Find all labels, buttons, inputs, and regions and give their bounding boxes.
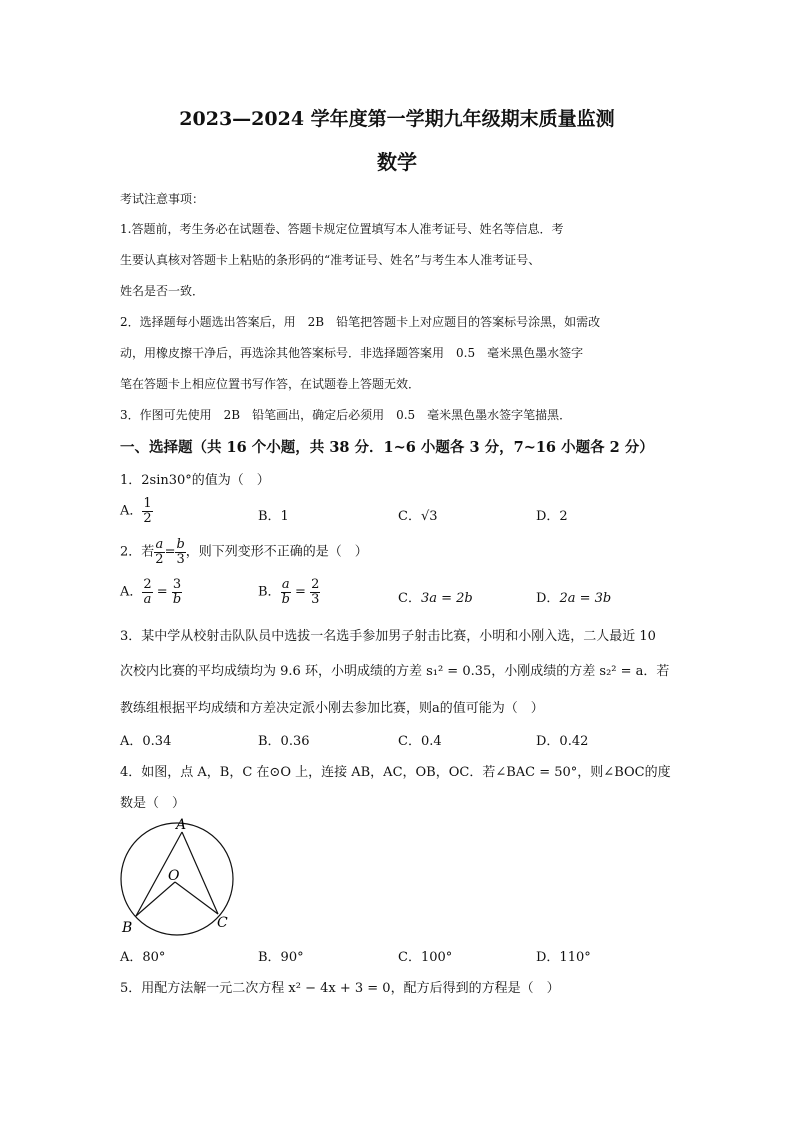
question-3-option-d: D．0.42 xyxy=(536,734,589,749)
subject-title: 数学 xyxy=(377,150,417,174)
circle-figure xyxy=(112,814,242,938)
option-label: C． xyxy=(398,591,421,606)
option-label: C． xyxy=(398,509,421,524)
point-label-a: A xyxy=(176,817,187,833)
notice-line: 动，用橡皮擦干净后，再选涂其他答案标号．非选择题答案用 0.5 毫米黑色墨水签字 xyxy=(120,346,584,360)
notice-line: 1.答题前，考生务必在试题卷、答题卡规定位置填写本人准考证号、姓名等信息．考 xyxy=(120,222,564,236)
stem-prefix: 2．若 xyxy=(120,544,155,560)
denominator: 2 xyxy=(155,551,164,567)
option-value: √3 xyxy=(420,509,438,524)
option-label: D． xyxy=(536,591,560,606)
question-5-stem: 5．用配方法解一元二次方程 x² − 4x + 3 = 0，配方后得到的方程是（ ） xyxy=(120,981,560,996)
numerator: 1 xyxy=(143,496,152,511)
question-3-line: 教练组根据平均成绩和方差决定派小刚去参加比赛，则a的值可能为（ ） xyxy=(120,701,544,716)
fraction xyxy=(142,497,152,525)
numerator: a xyxy=(281,577,290,592)
question-4-option-c: C．100° xyxy=(398,950,453,965)
option-label: A． xyxy=(120,584,143,600)
fraction xyxy=(142,578,152,606)
question-4-option-d: D．110° xyxy=(536,950,591,965)
question-1-option-a xyxy=(120,497,153,525)
question-1-option-d: D．2 xyxy=(536,509,568,524)
denominator: b xyxy=(281,591,290,607)
fraction xyxy=(175,538,185,566)
question-1-option-c xyxy=(398,505,438,524)
point-label-o: O xyxy=(168,868,180,884)
denominator: 3 xyxy=(176,551,185,567)
question-2-option-a: A． $\frac{2}{a}$ = $\frac{3}{b}$ xyxy=(120,577,182,607)
numerator: a xyxy=(155,537,164,552)
fraction xyxy=(281,578,291,606)
denominator: b xyxy=(172,591,182,607)
point-label-c: C xyxy=(217,915,228,931)
point-label-b: B xyxy=(122,920,133,936)
question-1-stem: 1．2sin30°的值为（ ） xyxy=(120,473,270,488)
numerator: 2 xyxy=(143,577,152,592)
segment-ob xyxy=(136,882,175,916)
question-3-option-a: A．0.34 xyxy=(120,734,172,749)
fraction xyxy=(310,578,320,606)
question-4-line: 数是（ ） xyxy=(120,796,186,811)
question-2-stem xyxy=(120,538,368,566)
fraction xyxy=(172,578,182,606)
section-heading: 一、选择题（共 16 个小题，共 38 分．1~6 小题各 3 分，7~16 小题各 2 分） xyxy=(120,439,654,456)
denominator: 3 xyxy=(311,591,320,607)
fraction xyxy=(154,538,164,566)
question-3-line: 次校内比赛的平均成绩均为 9.6 环，小明成绩的方差 s₁² = 0.35，小刚成绩的方差 s₂² = a．若 xyxy=(120,664,670,679)
notice-line: 生要认真核对答题卡上粘贴的条形码的“准考证号、姓名”与考生本人准考证号、 xyxy=(120,253,541,267)
numerator: 2 xyxy=(311,577,320,592)
option-value: 3a = 2b xyxy=(420,591,473,606)
question-3-line: 3．某中学从校射击队队员中选拔一名选手参加男子射击比赛，小明和小刚入选，二人最近 10 xyxy=(120,629,656,644)
question-2-option-c xyxy=(398,587,473,606)
option-value: 2a = 3b xyxy=(559,591,612,606)
exam-title: 2023—2024 学年度第一学期九年级期末质量监测 xyxy=(179,108,615,130)
equals-sign: = xyxy=(164,544,176,560)
numerator: b xyxy=(176,537,185,552)
question-2-option-d xyxy=(536,587,611,606)
stem-suffix: ，则下列变形不正确的是（ ） xyxy=(185,544,368,560)
question-4-option-a: A．80° xyxy=(120,950,166,965)
notice-line: 笔在答题卡上相应位置书写作答，在试题卷上答题无效． xyxy=(120,377,421,391)
question-1-option-b: B．1 xyxy=(258,509,289,524)
question-4-line: 4．如图，点 A，B，C 在⊙O 上，连接 AB，AC，OB，OC．若∠BAC = 50°，则∠BOC的度 xyxy=(120,765,671,780)
question-4-option-b: B．90° xyxy=(258,950,304,965)
denominator: 2 xyxy=(143,510,152,526)
segment-ac xyxy=(182,832,218,914)
question-3-option-b: B．0.36 xyxy=(258,734,310,749)
notice-line: 2．选择题每小题选出答案后，用 2B 铅笔把答题卡上对应题目的答案标号涂黑，如需改 xyxy=(120,315,601,329)
notice-line: 姓名是否一致． xyxy=(120,284,205,298)
question-2-option-b: B． $\frac{a}{b}$ = $\frac{2}{3}$ xyxy=(258,577,320,607)
numerator: 3 xyxy=(172,577,182,592)
notice-heading: 考试注意事项： xyxy=(120,192,205,206)
denominator: a xyxy=(143,591,152,607)
option-label: B． xyxy=(258,584,281,600)
notice-line: 3．作图可先使用 2B 铅笔画出，确定后必须用 0.5 毫米黑色墨水签字笔描黑． xyxy=(120,408,572,422)
question-3-option-c: C．0.4 xyxy=(398,734,442,749)
option-label: A． xyxy=(120,503,143,519)
